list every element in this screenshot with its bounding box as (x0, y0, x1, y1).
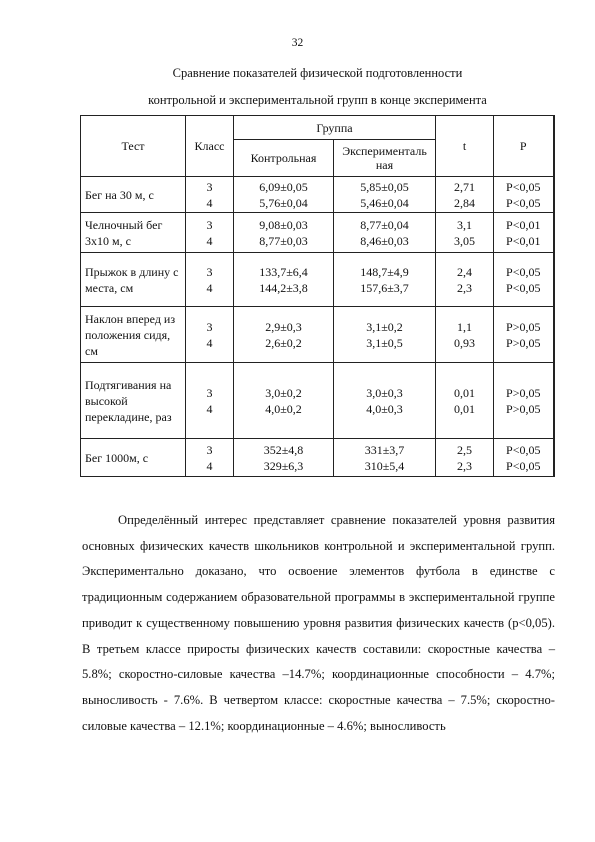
cell-experimental (334, 253, 436, 307)
cell-class-value-2: 4 (206, 458, 213, 473)
cell-experimental-value-2: 157,6±3,7 (360, 280, 409, 295)
cell-t-value-2: 2,84 (454, 195, 476, 210)
cell-class (186, 363, 234, 439)
cell-experimental-value-2: 310±5,4 (364, 458, 405, 473)
cell-t-value-2: 0,01 (454, 401, 476, 416)
cell-p (494, 439, 554, 477)
cell-p-value-2: P<0,01 (506, 233, 541, 248)
cell-p-value-2: P<0,05 (506, 280, 541, 295)
cell-class (186, 439, 234, 477)
cell-p (494, 177, 554, 213)
cell-control-value-1: 133,7±6,4 (259, 264, 308, 279)
table-row (81, 177, 554, 213)
table-title-line-2: контрольной и экспериментальной групп в конце эксперимента (148, 93, 487, 107)
cell-t-value-1: 2,5 (457, 442, 473, 457)
cell-experimental-value-2: 4,0±0,3 (366, 401, 403, 416)
page-number: 32 (291, 37, 304, 49)
cell-t-value-2: 3,05 (454, 233, 476, 248)
cell-control-value-1: 352±4,8 (263, 442, 304, 457)
cell-control (234, 253, 334, 307)
cell-control-value-1: 9,08±0,03 (259, 217, 308, 232)
cell-t (436, 213, 494, 253)
cell-class-value-2: 4 (206, 401, 213, 416)
header-test: Тест (81, 116, 186, 177)
cell-experimental (334, 177, 436, 213)
cell-class-value-1: 3 (206, 264, 213, 279)
cell-experimental-value-2: 5,46±0,04 (360, 195, 409, 210)
cell-experimental (334, 439, 436, 477)
cell-t (436, 307, 494, 363)
results-table (80, 115, 555, 477)
table-row (81, 363, 554, 439)
cell-experimental-value-1: 3,0±0,3 (366, 385, 403, 400)
cell-class (186, 213, 234, 253)
cell-p-value-2: P>0,05 (506, 335, 541, 350)
cell-test: Челночный бег 3х10 м, с (81, 213, 186, 253)
cell-p (494, 363, 554, 439)
cell-p-value-2: P>0,05 (506, 401, 541, 416)
cell-p-value-2: P<0,05 (506, 195, 541, 210)
cell-t-value-2: 0,93 (454, 335, 476, 350)
cell-test: Наклон вперед из положения сидя, см (81, 307, 186, 363)
cell-control-value-1: 3,0±0,2 (265, 385, 302, 400)
cell-control-value-2: 5,76±0,04 (259, 195, 308, 210)
table-row (81, 213, 554, 253)
cell-t (436, 363, 494, 439)
cell-t (436, 439, 494, 477)
cell-class-value-1: 3 (206, 442, 213, 457)
cell-t-value-1: 3,1 (457, 217, 473, 232)
cell-t-value-1: 2,71 (454, 179, 476, 194)
cell-control (234, 213, 334, 253)
cell-class-value-1: 3 (206, 179, 213, 194)
cell-t (436, 177, 494, 213)
cell-t-value-2: 2,3 (457, 458, 473, 473)
cell-p-value-2: P<0,05 (506, 458, 541, 473)
cell-p (494, 253, 554, 307)
cell-experimental-value-2: 3,1±0,5 (366, 335, 403, 350)
cell-control (234, 307, 334, 363)
cell-class-value-2: 4 (206, 280, 213, 295)
cell-class-value-1: 3 (206, 385, 213, 400)
cell-t-value-1: 1,1 (457, 319, 473, 334)
cell-class-value-1: 3 (206, 217, 213, 232)
cell-p-value-1: P<0,05 (506, 442, 541, 457)
table-row (81, 253, 554, 307)
cell-t-value-2: 2,3 (457, 280, 473, 295)
header-group: Группа (234, 116, 436, 140)
table-row (81, 439, 554, 477)
cell-control-value-2: 144,2±3,8 (259, 280, 308, 295)
cell-experimental-value-1: 331±3,7 (364, 442, 405, 457)
cell-experimental-value-1: 5,85±0,05 (360, 179, 409, 194)
cell-test: Подтягивания на высокой перекладине, раз (81, 363, 186, 439)
header-class: Класс (186, 116, 234, 177)
cell-experimental-value-1: 8,77±0,04 (360, 217, 409, 232)
header-control: Контрольная (234, 140, 334, 177)
cell-control-value-2: 2,6±0,2 (265, 335, 302, 350)
header-p: P (494, 116, 554, 177)
paragraph: Определённый интерес представляет сравнение показателей уровня развития основных физических качеств школьников контрольной и экспериментальной групп. Экспериментально доказано, что освоение элементов футбола в единстве с традиционным содержанием образовательной программы в экспериментальной группе приводит к существенному повышению уровня развития физических качеств (p<0,05). В третьем классе приросты физических качеств составили: скоростные качества – 5.8%; скоростно-силовые качества –14.7%; координационные способности – 4.7%; выносливость - 7.6%. В четвертом классе: скоростные качества – 7.5%; скоростно-силовые качества – 12.1%; координационные – 4.6%; выносливость (82, 513, 555, 733)
cell-class-value-1: 3 (206, 319, 213, 334)
cell-control (234, 363, 334, 439)
cell-p-value-1: P>0,05 (506, 319, 541, 334)
cell-test: Прыжок в длину с места, см (81, 253, 186, 307)
table-title-line-1: Сравнение показателей физической подготовленности (172, 66, 463, 80)
cell-experimental-value-1: 148,7±4,9 (360, 264, 409, 279)
cell-t-value-1: 0,01 (454, 385, 476, 400)
cell-experimental (334, 307, 436, 363)
cell-class (186, 177, 234, 213)
cell-p-value-1: P<0,01 (506, 217, 541, 232)
cell-control-value-2: 4,0±0,2 (265, 401, 302, 416)
cell-experimental-value-2: 8,46±0,03 (360, 233, 409, 248)
cell-t-value-1: 2,4 (457, 264, 473, 279)
cell-class (186, 253, 234, 307)
cell-p-value-1: P<0,05 (506, 179, 541, 194)
cell-control-value-2: 329±6,3 (263, 458, 304, 473)
cell-class-value-2: 4 (206, 335, 213, 350)
cell-t (436, 253, 494, 307)
cell-p-value-1: P>0,05 (506, 385, 541, 400)
cell-class-value-2: 4 (206, 233, 213, 248)
cell-control-value-1: 6,09±0,05 (259, 179, 308, 194)
cell-p (494, 307, 554, 363)
cell-test: Бег 1000м, с (81, 439, 186, 477)
cell-experimental (334, 213, 436, 253)
cell-class-value-2: 4 (206, 195, 213, 210)
cell-experimental-value-1: 3,1±0,2 (366, 319, 403, 334)
cell-test: Бег на 30 м, с (81, 177, 186, 213)
cell-class (186, 307, 234, 363)
cell-control-value-1: 2,9±0,3 (265, 319, 302, 334)
cell-p (494, 213, 554, 253)
cell-experimental (334, 363, 436, 439)
cell-control (234, 177, 334, 213)
table-row (81, 307, 554, 363)
header-t: t (436, 116, 494, 177)
cell-p-value-1: P<0,05 (506, 264, 541, 279)
cell-control (234, 439, 334, 477)
cell-control-value-2: 8,77±0,03 (259, 233, 308, 248)
body-text (82, 508, 555, 739)
header-experimental: Эксперименталь ная (334, 140, 436, 177)
